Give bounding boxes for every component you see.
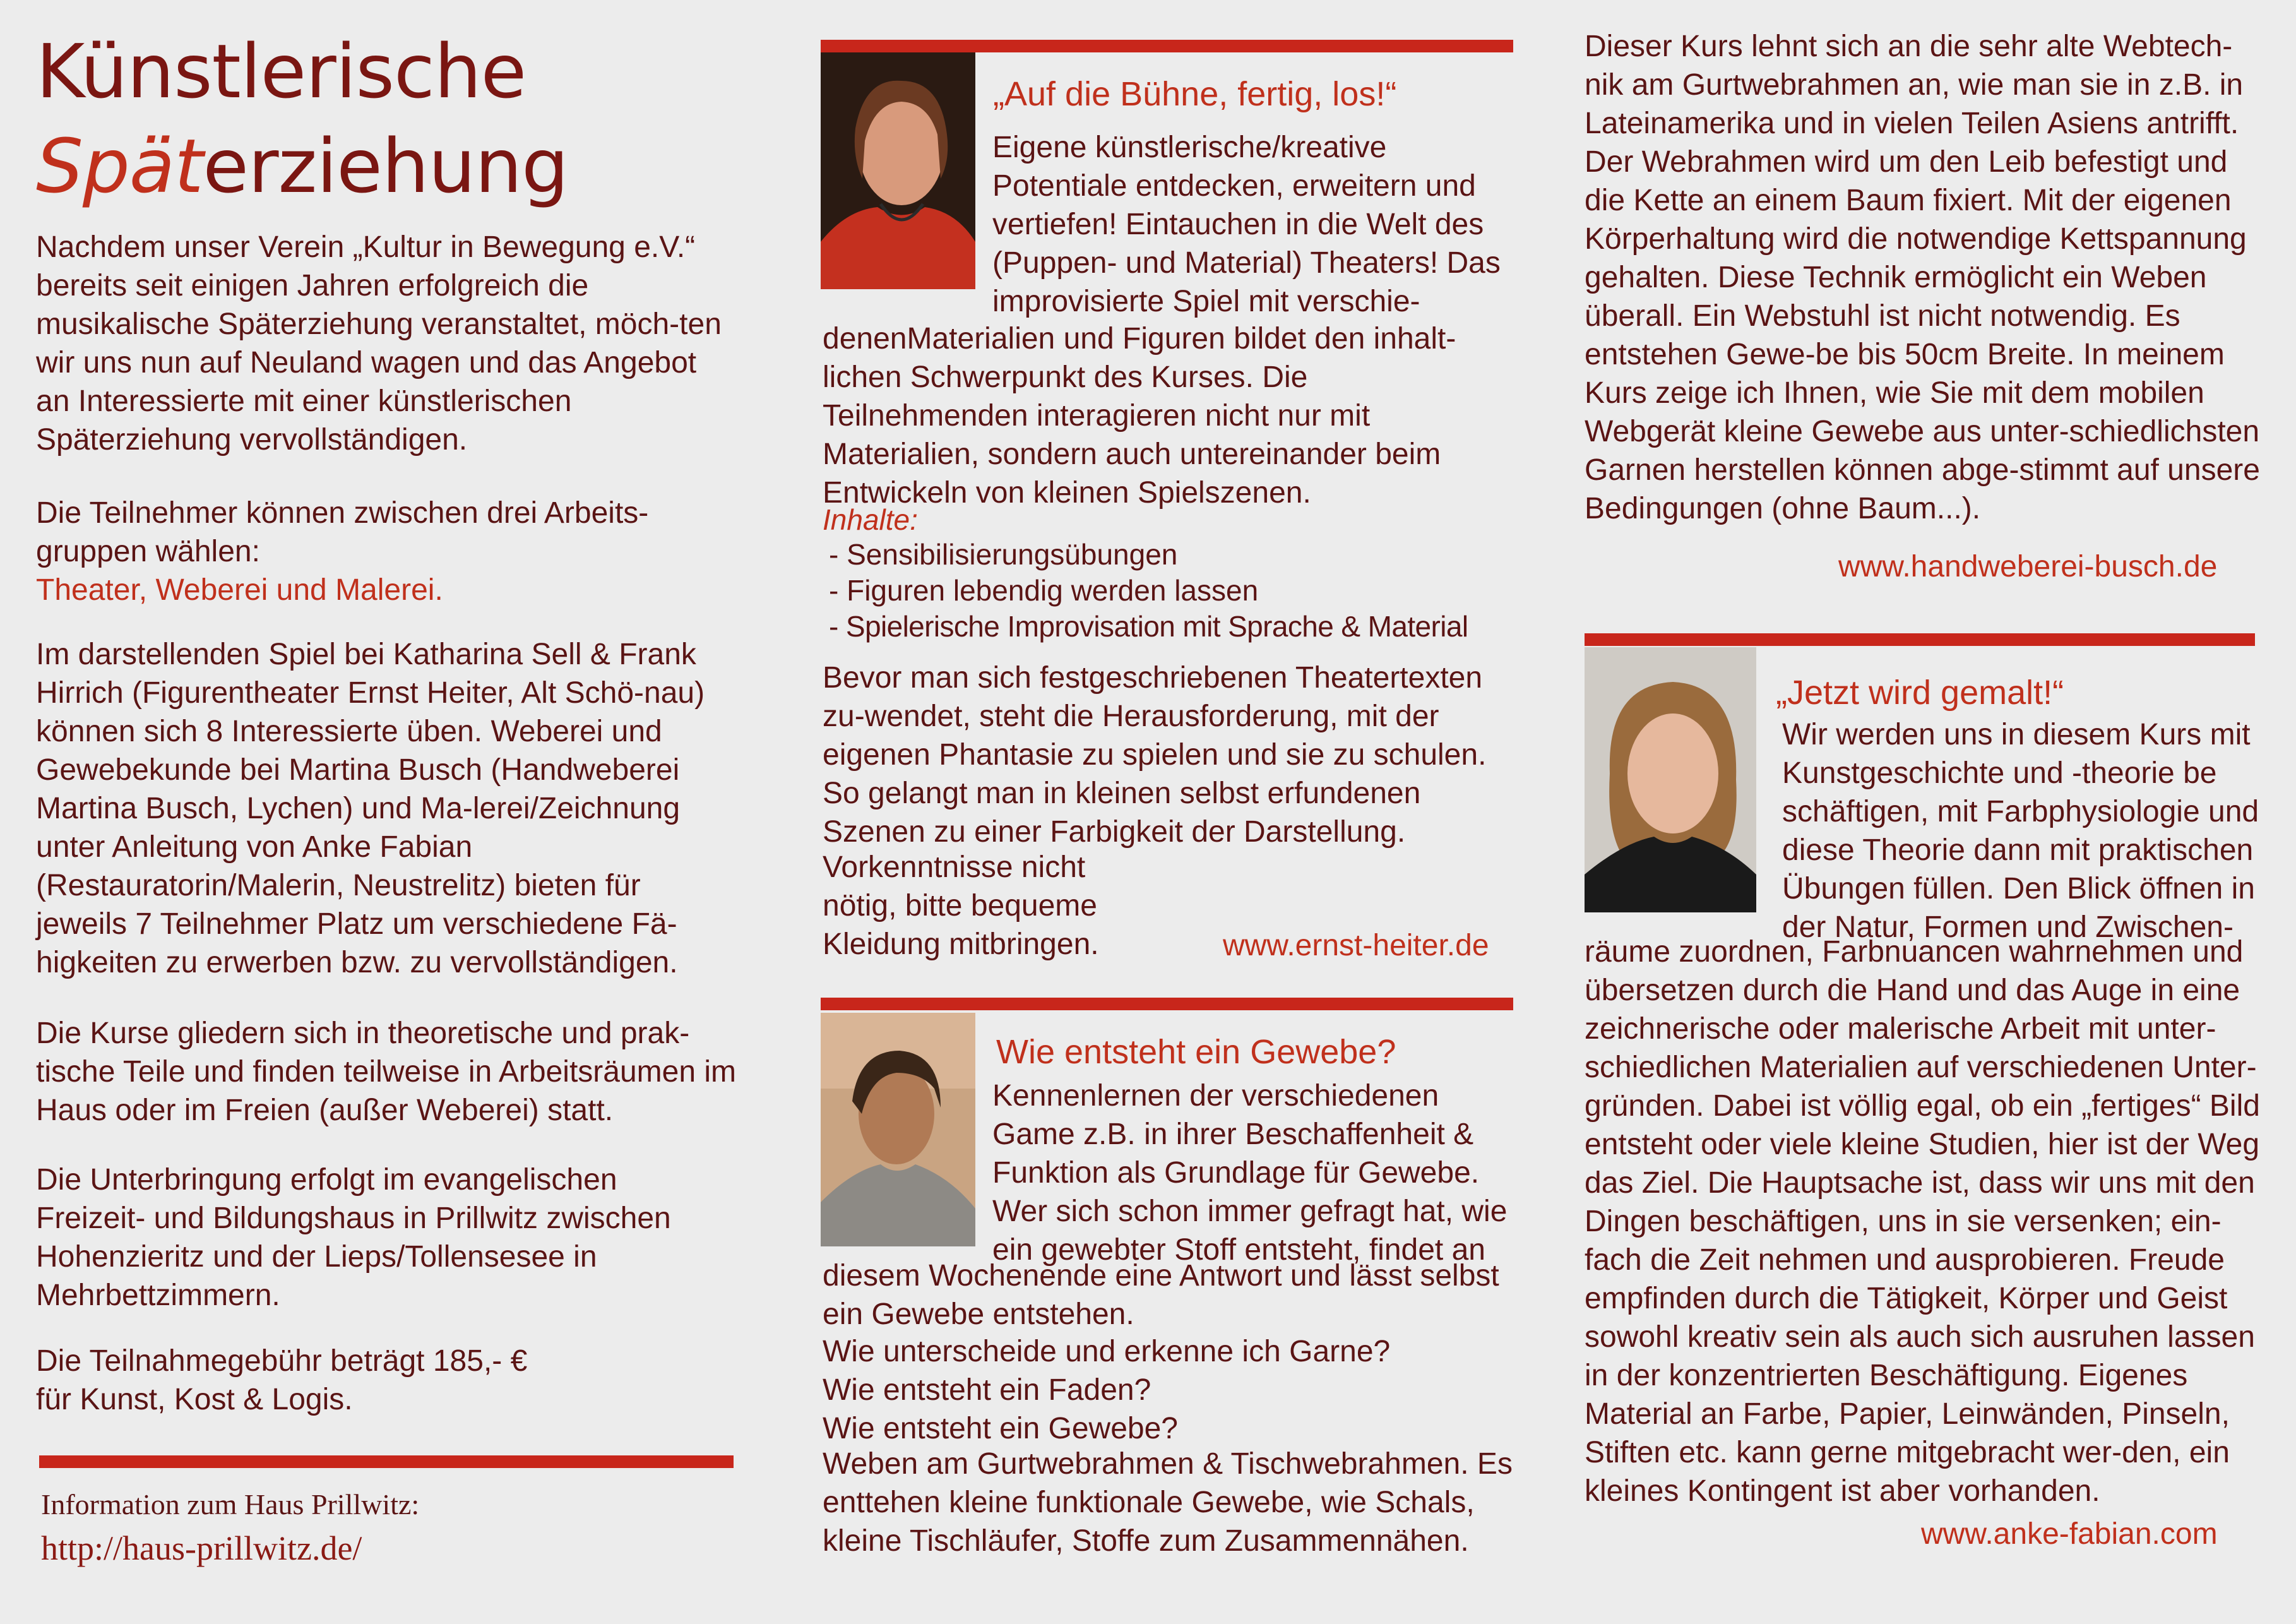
lodging-text: Die Unterbringung erfolgt im evangelischen Freizeit- und Bildungshaus in Prillwitz zwischen Hohenzieritz und der Lieps/Tollensesee in Mehrbettzimmern.: [36, 1163, 671, 1312]
divider-bar: [39, 1455, 734, 1468]
painting-body-2: räume zuordnen, Farbnuancen wahrnehmen und übersetzen durch die Hand und das Auge in eine zeichnerische oder malerische Arbeit mit unter-schiedlichen Materialien auf verschiedenen Unter-gründen. Dabei ist völlig egal, ob ein „fertiges“ Bild entsteht oder viele kleine Studien, hier ist der Weg das Ziel. Die Hauptsache ist, dass wir uns mit den Dingen beschäftigen, uns in sie versenken; ein-fach die Zeit nehmen und ausprobieren. Freude empfinden durch die Tätigkeit, Körper und Geist sowohl kreativ sein als auch sich ausruhen lassen in der konzentrierten Beschäftigung. Eigenes Material an Farbe, Papier, Leinwänden, Pinseln, Stiften etc. kann gerne mitgebracht wer-den, ein kleines Kontingent ist aber vorhanden.: [1585, 935, 2260, 1508]
leaders-text: Im darstellenden Spiel bei Katharina Sell & Frank Hirrich (Figurentheater Ernst Heiter, Alt Schö-nau) können sich 8 Interessierte üben. Weberei und Gewebekunde bei Martina Busch (Handweberei Martina Busch, Lychen) und Ma-lerei/Zeichnung unter Anleitung von Anke Fabian (Restauratorin/Malerin, Neustrelitz) bieten für jeweils 7 Teilnehmer Platz um verschiedene Fä-higkeiten zu erwerben bzw. zu vervollständigen.: [36, 638, 705, 979]
intro-text: Nachdem unser Verein „Kultur in Bewegung e.V.“ bereits seit einigen Jahren erfolgreich die musikalische Späterziehung veranstaltet, möch-ten wir uns nun auf Neuland wagen und das Angebot an Interessierte mit einer künstlerischen Späterziehung vervollständigen.: [36, 230, 722, 457]
theater-body-2: denenMaterialien und Figuren bildet den inhalt-lichen Schwerpunkt des Kurses. Die Teilnehmenden interagieren nicht nur mit Materialien, sondern auch untereinander beim Entwickeln von kleinen Spielszenen.: [823, 322, 1456, 510]
weaving-heading: Wie entsteht ein Gewebe?: [996, 1033, 1396, 1071]
portrait-image: [1585, 647, 1756, 912]
lodging-paragraph: [36, 1161, 737, 1315]
painting-body-1: Wir werden uns in diesem Kurs mit Kunstgeschichte und -theorie be schäftigen, mit Farbphysiologie und diese Theorie dann mit praktischen Übungen füllen. Den Blick öffnen in der Natur, Formen und Zwischen-: [1782, 718, 2259, 944]
list-item: - Figuren lebendig werden lassen: [829, 574, 1259, 607]
theater-body-4: Vorkenntnisse nicht nötig, bitte bequeme Kleidung mitbringen.: [823, 851, 1099, 961]
courses-paragraph: [36, 1014, 737, 1130]
theater-contents-list: [829, 537, 1468, 645]
theater-link[interactable]: www.ernst-heiter.de: [1223, 929, 1489, 962]
portrait-image: [821, 52, 975, 289]
list-item: - Spielerische Improvisation mit Sprache & Material: [829, 610, 1468, 643]
divider-bar: [821, 998, 1513, 1010]
theater-body-1: Eigene künstlerische/kreative Potentiale entdecken, erweitern und vertiefen! Eintauchen in die Welt des (Puppen- und Material) Theaters! Das improvisierte Spiel mit verschie-: [992, 131, 1501, 318]
weaving-questions: [823, 1332, 1514, 1448]
page-title: [36, 24, 568, 213]
portrait-image: [821, 1013, 975, 1246]
weaving-body-1: Kennenlernen der verschiedenen Game z.B. in ihrer Beschaffenheit & Funktion als Grundlage für Gewebe. Wer sich schon immer gefragt hat, wie ein gewebter Stoff entsteht, findet an: [992, 1079, 1508, 1267]
portrait-photo-painting: [1585, 647, 1756, 912]
fee-paragraph: [36, 1342, 737, 1419]
list-item: - Sensibilisierungsübungen: [829, 538, 1178, 571]
divider-bar: [1585, 633, 2255, 646]
painting-link[interactable]: www.anke-fabian.com: [1921, 1517, 2218, 1551]
leaders-paragraph: [36, 635, 737, 982]
title-rest: erziehung: [203, 122, 569, 210]
weaving-link[interactable]: www.handweberei-busch.de: [1838, 550, 2218, 583]
fee-line-2: für Kunst, Kost & Logis.: [36, 1383, 353, 1416]
title-line-1: Künstlerische: [36, 28, 526, 115]
divider-bar: [821, 40, 1513, 52]
groups-paragraph: [36, 494, 737, 609]
question: Wie entsteht ein Gewebe?: [823, 1412, 1178, 1445]
portrait-photo-weaving: [821, 1013, 975, 1246]
title-line-2: [36, 119, 568, 213]
portrait-photo-theater: [821, 52, 975, 289]
question: Wie unterscheide und erkenne ich Garne?: [823, 1335, 1391, 1368]
info-link[interactable]: http://haus-prillwitz.de/: [41, 1529, 362, 1567]
intro-paragraph: [36, 228, 737, 459]
weaving-body-2: diesem Wochenende eine Antwort und lässt selbst ein Gewebe entstehen.: [823, 1259, 1499, 1331]
theater-heading: „Auf die Bühne, fertig, los!“: [993, 75, 1397, 113]
info-label: Information zum Haus Prillwitz:: [41, 1488, 420, 1520]
weaving-body-3: Weben am Gurtwebrahmen & Tischwebrahmen. Es enttehen kleine funktionale Gewebe, wie Schals, kleine Tischläufer, Stoffe zum Zusammennähen.: [823, 1447, 1513, 1558]
theater-body-3: Bevor man sich festgeschriebenen Theatertexten zu-wendet, steht die Herausforderung, mit der eigenen Phantasie zu spielen und sie zu schulen. So gelangt man in kleinen selbst erfundenen Szenen zu einer Farbigkeit der Darstellung.: [823, 661, 1487, 849]
groups-intro: Die Teilnehmer können zwischen drei Arbeits-gruppen wählen:: [36, 496, 649, 568]
weaving-continuation: Dieser Kurs lehnt sich an die sehr alte Webtech-nik am Gurtwebrahmen an, wie man sie in z.B. in Lateinamerika und in vielen Teilen Asiens antrifft. Der Webrahmen wird um den Leib befestigt und die Kette an einem Baum fixiert. Mit der eigenen Körperhaltung wird die notwendige Kettspannung gehalten. Diese Technik ermöglicht ein Weben überall. Ein Webstuhl ist nicht notwendig. Es entstehen Gewe-be bis 50cm Breite. In meinem Kurs zeige ich Ihnen, wie Sie mit dem mobilen Webgerät kleine Gewebe aus unter-schiedlichsten Garnen herstellen können abge-stimmt auf unsere Bedingungen (ohne Baum...).: [1585, 30, 2260, 525]
groups-list: Theater, Weberei und Malerei.: [36, 573, 443, 607]
courses-text: Die Kurse gliedern sich in theoretische und prak-tische Teile und finden teilweise in Arbeitsräumen im Haus oder im Freien (außer Weberei) statt.: [36, 1017, 737, 1127]
question: Wie entsteht ein Faden?: [823, 1373, 1151, 1407]
theater-contents-label: Inhalte:: [823, 503, 918, 536]
painting-heading: „Jetzt wird gemalt!“: [1776, 674, 2064, 712]
title-emphasis: Spät: [36, 122, 203, 210]
fee-line-1: Die Teilnahmegebühr beträgt 185,- €: [36, 1344, 528, 1378]
